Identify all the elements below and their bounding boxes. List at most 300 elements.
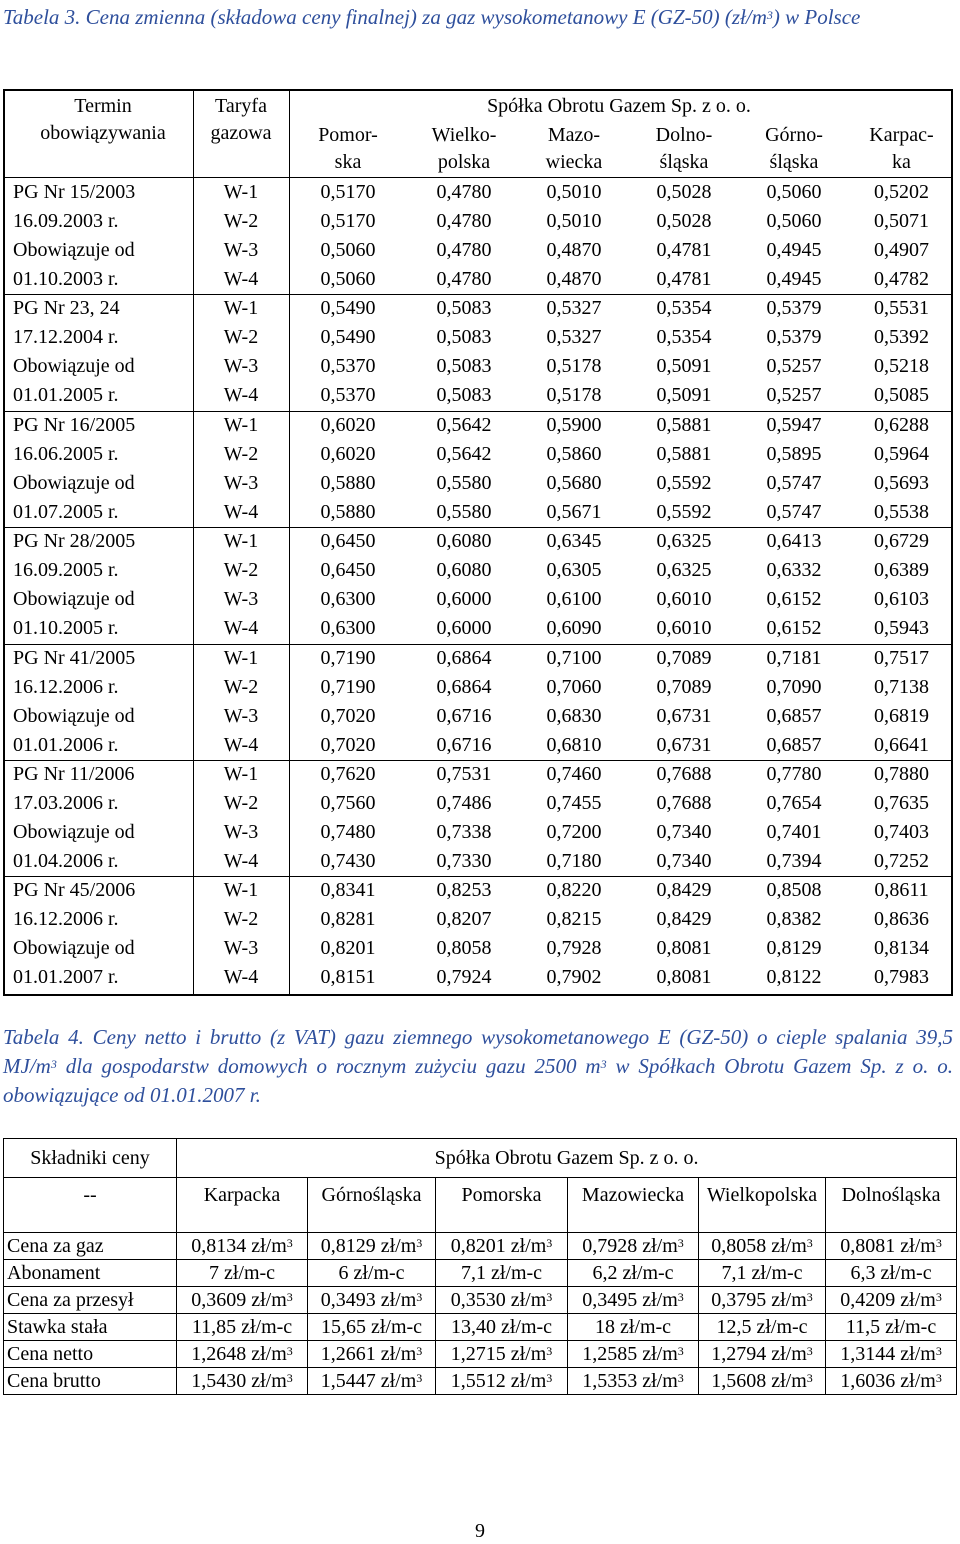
unit-exponent: 3 [416,1236,423,1250]
row-label: Abonament [4,1260,177,1287]
price-value: 0,6830 [546,704,602,727]
price-value: 0,7020 [320,704,376,727]
price-cell [826,1287,957,1314]
price-cell [739,760,849,876]
price-value: 0,6641 [874,733,929,756]
price-value: 0,4780 [436,239,492,261]
row-label: Cena za przesył [4,1287,177,1314]
page-number: 9 [475,1520,485,1542]
tariff-line: W-4 [223,500,259,523]
unit-exponent: 3 [286,1290,293,1304]
price-cell [849,527,954,643]
price-cell [436,1368,568,1395]
header-region: Dolnośląska [826,1178,957,1233]
unit-exponent: 3 [286,1344,293,1358]
term-line: 16.09.2003 r. [13,210,119,232]
price-cell [849,876,954,992]
price-value: 0,7635 [874,792,929,814]
price-value: 0,5490 [320,297,376,320]
price-value: 0,5060 [320,239,376,261]
header-tariff [193,93,289,147]
price-value: 0,6731 [656,704,712,727]
price-value: 0,8134 [874,937,929,960]
term-line: 01.10.2005 r. [13,617,119,640]
tariff-cell [193,644,289,760]
price-cell [629,178,739,294]
price-value: 0,6864 [436,646,492,669]
term-line: Obowiązuje od [13,937,135,960]
price-value: 0,5947 [766,413,822,436]
price-value: 0,5327 [546,326,602,349]
price-value: 0,5083 [436,384,492,407]
price-value: 0,7430 [320,850,376,872]
price-value: 0,6100 [546,588,602,611]
price-value: 0,8253 [436,879,492,902]
price-cell [699,1368,826,1395]
price-value: 0,8281 [320,908,376,931]
price-value: 1,2715 [450,1343,506,1365]
price-cell [293,294,403,410]
unit-exponent: 3 [806,1290,813,1304]
price-value: 0,5580 [436,500,492,523]
price-value: 0,4907 [874,239,929,261]
header-region-line: Dolno- [655,124,713,146]
price-value: 0,4780 [436,181,492,203]
header-company: Spółka Obrotu Gazem Sp. z o. o. [177,1139,957,1178]
tariff-cell [193,876,289,992]
unit-exponent: 3 [546,1371,553,1385]
price-value: 0,6389 [874,559,929,582]
price-cell [568,1287,699,1314]
price-cell [409,527,519,643]
price-value: 0,6819 [874,704,929,727]
price-cell [739,411,849,527]
table4-caption: Tabela 4. Ceny netto i brutto (z VAT) gazu ziemnego wysokometanowego E (GZ-50) o cieple spalania 39,5 $MJ/m^3$ dla gospodarstw domowych o rocznym zużyciu gazu 2500 $m^3$ w Spółkach Obrotu Gazem Sp. z o. o. obowiązujące od 01.01.2007 r. [3,1025,953,1107]
price-value: 0,5257 [766,355,822,378]
header-region [409,122,519,176]
unit-label: zł/m [766,1370,807,1392]
price-cell [409,876,519,992]
term-line: Obowiązuje od [13,588,135,611]
price-value: 0,5083 [436,326,492,349]
price-value: 0,3795 [711,1289,767,1311]
term-line: 16.06.2005 r. [13,442,119,465]
unit-exponent: 3 [546,1290,553,1304]
price-cell [519,178,629,294]
price-value: 0,5580 [436,471,492,494]
header-region: Wielkopolska [699,1178,826,1233]
unit-label: zł/m [505,1289,547,1311]
tariff-line: W-3 [223,821,259,843]
price-value: 1,5447 [320,1370,376,1392]
term-cell [13,294,193,410]
table-row [4,1287,957,1314]
header-region [293,122,403,176]
price-value: 0,5379 [766,297,822,320]
price-value: 0,5880 [320,471,376,494]
price-value: 1,5353 [582,1370,638,1392]
row-label: Stawka stała [4,1314,177,1341]
term-line: 01.10.2003 r. [13,268,119,290]
price-cell [849,294,954,410]
price-value: 0,6864 [436,675,492,698]
unit-label: zł/m [505,1343,547,1365]
price-value: 0,5010 [546,181,602,203]
unit-exponent: 3 [806,1236,813,1250]
price-cell [826,1233,957,1260]
unit-exponent: 3 [546,1236,553,1250]
term-line: 16.12.2006 r. [13,908,119,931]
price-value: 0,8129 [766,937,822,960]
price-value: 0,5083 [436,355,492,378]
price-value: 0,5538 [874,500,929,523]
tariff-line: W-1 [223,297,259,320]
header-dash: -- [4,1178,177,1233]
price-value: 0,5531 [874,297,929,320]
price-cell [409,760,519,876]
unit-exponent: 3 [677,1371,684,1385]
term-line: 01.01.2007 r. [13,966,119,989]
term-cell [13,876,193,992]
price-value: 0,6090 [546,617,602,640]
tariff-line: W-2 [223,792,259,814]
price-value: 0,6020 [320,442,376,465]
price-value: 1,2794 [711,1343,767,1365]
price-value: 0,7902 [546,966,602,989]
price-value: 0,5178 [546,384,602,407]
price-cell [409,644,519,760]
price-value: 0,8611 [874,879,929,902]
price-value: 0,7401 [766,821,822,843]
tariff-line: W-4 [223,268,259,290]
term-line: 01.04.2006 r. [13,850,119,872]
term-line: 01.01.2005 r. [13,384,119,407]
price-value: 0,7486 [436,792,492,814]
price-value: 0,6450 [320,559,376,582]
price-cell [436,1314,568,1341]
price-cell [308,1287,436,1314]
price-value: 0,7330 [436,850,492,872]
tariff-line: W-1 [223,530,259,553]
price-value: 0,5178 [546,355,602,378]
price-value: 0,5060 [766,181,822,203]
header-region: Górnośląska [308,1178,436,1233]
price-value: 0,8081 [656,966,712,989]
price-value: 0,7020 [320,733,376,756]
price-value: 0,5028 [656,181,712,203]
price-value: 0,8058 [436,937,492,960]
price-value: 0,5071 [874,210,929,232]
price-cell [293,411,403,527]
table-row [4,1368,957,1395]
price-value: 0,7338 [436,821,492,843]
price-value: 0,6729 [874,530,929,553]
term-line: 01.01.2006 r. [13,733,119,756]
tariff-line: W-3 [223,704,259,727]
header-region: Pomorska [436,1178,568,1233]
term-cell [13,178,193,294]
price-value: 0,6716 [436,733,492,756]
price-cell [177,1341,308,1368]
price-value: 0,5592 [656,471,712,494]
price-value: 0,4781 [656,239,712,261]
price-value: 0,5900 [546,413,602,436]
price-cell [699,1233,826,1260]
header-region [519,122,629,176]
price-cell [849,644,954,760]
price-value: 0,6332 [766,559,822,582]
price-value: 0,4870 [546,268,602,290]
price-value: 0,5490 [320,326,376,349]
price-value: 0,6000 [436,617,492,640]
price-cell [568,1260,699,1287]
unit-label: zł/m [895,1370,936,1392]
row-label: Cena za gaz [4,1233,177,1260]
price-value: 0,7100 [546,646,602,669]
price-value: 1,2648 [191,1343,247,1365]
price-value: 0,7403 [874,821,929,843]
price-value: 0,6020 [320,413,376,436]
unit-label: zł/m [637,1289,678,1311]
price-value: 0,5028 [656,210,712,232]
header-region [629,122,739,176]
price-value: 0,5085 [874,384,929,407]
price-value: 0,8341 [320,879,376,902]
unit-label: zł/m [375,1343,417,1365]
price-value: 0,5327 [546,297,602,320]
unit-label: zł/m [766,1289,807,1311]
header-region [739,122,849,176]
price-value: 0,5257 [766,384,822,407]
price-value: 1,2585 [582,1343,638,1365]
tariff-line: W-2 [223,559,259,582]
unit-label: zł/m [505,1235,547,1257]
term-line: 16.09.2005 r. [13,559,119,582]
price-cell [519,411,629,527]
price-cell [629,760,739,876]
unit-label: zł/m [895,1343,936,1365]
price-value: 0,3609 [191,1289,247,1311]
table4-header-row [4,1139,957,1178]
tariff-line: W-4 [223,384,259,407]
term-line: Obowiązuje od [13,471,135,494]
price-value: 0,8220 [546,879,602,902]
price-value: 0,5860 [546,442,602,465]
price-value: 0,4782 [874,268,929,290]
price-value: 0,4209 [840,1289,896,1311]
price-value: 11,5 zł/m-c [845,1316,937,1338]
price-value: 0,8151 [320,966,376,989]
term-cell [13,527,193,643]
unit-label: zł/m [375,1289,417,1311]
price-cell [739,644,849,760]
tariff-line: W-4 [223,850,259,872]
price-cell [739,527,849,643]
price-value: 0,7928 [582,1235,638,1257]
price-value: 0,7480 [320,821,376,843]
header-region: Karpacka [177,1178,308,1233]
term-line: PG Nr 28/2005 [13,530,136,553]
tariff-cell [193,294,289,410]
price-cell [436,1341,568,1368]
price-value: 0,4780 [436,268,492,290]
price-value: 0,6152 [766,617,822,640]
price-value: 0,8058 [711,1235,767,1257]
price-cell [436,1233,568,1260]
price-value: 0,6288 [874,413,929,436]
price-cell [308,1314,436,1341]
price-value: 0,5747 [766,471,822,494]
price-value: 0,6152 [766,588,822,611]
unit-label: zł/m [246,1289,287,1311]
header-region-line: wiecka [545,151,603,173]
unit-exponent: 3 [416,1344,423,1358]
price-value: 0,8201 [320,937,376,960]
header-region: Mazowiecka [568,1178,699,1233]
price-cell [568,1341,699,1368]
price-cell [177,1233,308,1260]
price-value: 0,6857 [766,733,822,756]
price-value: 0,7560 [320,792,376,814]
unit-label: zł/m [246,1235,287,1257]
price-value: 0,7181 [766,646,822,669]
price-value: 0,5218 [874,355,929,378]
unit-label: zł/m [895,1235,936,1257]
term-cell [13,411,193,527]
price-value: 1,5430 [191,1370,247,1392]
price-value: 0,5354 [656,297,712,320]
price-value: 0,6450 [320,530,376,553]
unit-exponent: 3 [416,1371,423,1385]
tariff-cell [193,760,289,876]
price-value: 0,6080 [436,530,492,553]
unit-label: zł/m [895,1289,936,1311]
price-cell [739,178,849,294]
row-label: Cena netto [4,1341,177,1368]
price-cell [177,1260,308,1287]
price-value: 0,5083 [436,297,492,320]
price-value: 0,7620 [320,763,376,785]
unit-label: zł/m [246,1370,287,1392]
price-cell [293,644,403,760]
header-region-line: polska [437,151,491,173]
tariff-line: W-1 [223,763,259,785]
price-cell [409,178,519,294]
price-cell [826,1314,957,1341]
price-value: 0,5091 [656,355,712,378]
unit-exponent: 3 [286,1236,293,1250]
price-cell [519,294,629,410]
price-cell [849,760,954,876]
tariff-line: W-2 [223,326,259,349]
price-value: 0,8081 [656,937,712,960]
price-value: 0,6857 [766,704,822,727]
unit-exponent: 3 [677,1290,684,1304]
unit-label: zł/m [637,1370,678,1392]
unit-label: zł/m [375,1235,417,1257]
price-value: 0,7090 [766,675,822,698]
term-line: Obowiązuje od [13,355,135,378]
price-value: 0,7924 [436,966,492,989]
price-value: 0,5943 [874,617,929,640]
price-value: 0,5642 [436,413,492,436]
header-region-line: ka [892,151,911,173]
price-value: 0,7688 [656,763,712,785]
price-value: 0,4945 [766,239,822,261]
tariff-line: W-3 [223,471,259,494]
term-line: 16.12.2006 r. [13,675,119,698]
unit-exponent: 3 [416,1290,423,1304]
term-line: PG Nr 45/2006 [13,879,136,902]
price-value: 0,6300 [320,588,376,611]
price-value: 0,5880 [320,500,376,523]
price-value: 0,7190 [320,646,376,669]
price-value: 0,8636 [874,908,929,931]
price-value: 0,4870 [546,239,602,261]
price-cell [629,527,739,643]
tariff-line: W-3 [223,937,259,960]
price-value: 0,3495 [582,1289,638,1311]
price-cell [826,1368,957,1395]
price-cell [568,1233,699,1260]
header-tariff-line: Taryfa [215,95,267,117]
header-term [13,93,193,147]
price-value: 0,6000 [436,588,492,611]
price-cell [849,411,954,527]
price-cell [409,294,519,410]
term-line: Obowiązuje od [13,704,135,727]
price-cell [308,1260,436,1287]
table-row [4,1260,957,1287]
price-value: 0,5010 [546,210,602,232]
column-divider [289,91,290,994]
price-value: 0,7252 [874,850,929,872]
price-value: 7,1 zł/m-c [721,1262,803,1284]
tariff-line: W-2 [223,442,259,465]
price-value: 0,7340 [656,850,712,872]
tariff-line: W-1 [223,413,259,436]
price-cell [436,1287,568,1314]
price-cell [519,644,629,760]
price-cell [519,760,629,876]
price-cell [849,178,954,294]
price-value: 0,5693 [874,471,929,494]
header-region-line: Pomor- [318,124,378,146]
price-cell [629,876,739,992]
price-value: 12,5 zł/m-c [716,1316,808,1338]
term-line: PG Nr 16/2005 [13,413,136,436]
price-value: 0,7340 [656,821,712,843]
price-value: 0,5881 [656,442,712,465]
price-value: 0,5060 [766,210,822,232]
price-value: 0,8508 [766,879,822,902]
price-value: 0,5091 [656,384,712,407]
price-value: 6,2 zł/m-c [592,1262,674,1284]
price-value: 0,8429 [656,879,712,902]
tariff-line: W-1 [223,646,259,669]
unit-label: zł/m [637,1343,678,1365]
price-cell [826,1260,957,1287]
price-cell [739,876,849,992]
tariff-cell [193,527,289,643]
unit-exponent: 3 [935,1290,942,1304]
price-value: 0,7517 [874,646,929,669]
row-label: Cena brutto [4,1368,177,1395]
price-value: 0,6325 [656,530,712,553]
header-region-line: ska [334,151,362,173]
price-cell [436,1260,568,1287]
price-cell [826,1341,957,1368]
